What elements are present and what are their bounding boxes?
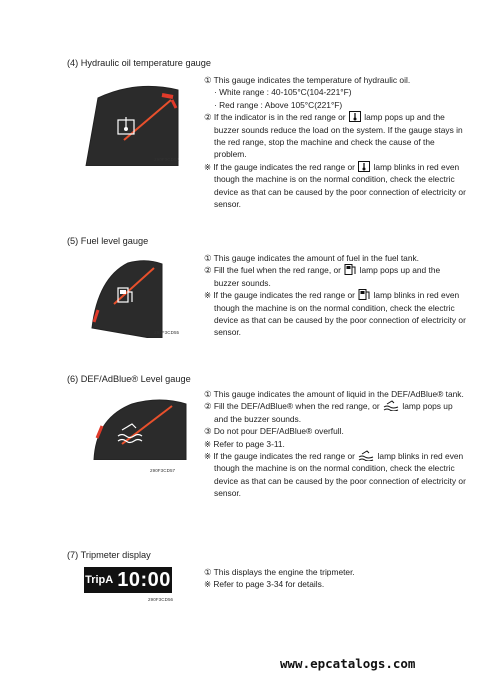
- text-line: ① This displays the engine the tripmeter.: [204, 567, 355, 577]
- trip-label: TripA: [85, 574, 114, 586]
- footer-url: www.epcatalogs.com: [280, 656, 416, 671]
- text-line: ※ If the gauge indicates the red range or lamp blinks in red even though the machine is on the normal condition, check the electric device as that can be caused by the poor connection of electricity or sensor.: [204, 161, 466, 210]
- text-line: ② Fill the fuel when the red range, or lamp pops up and the buzzer sounds.: [204, 265, 441, 288]
- text-line: · Red range : Above 105°C(221°F): [214, 99, 343, 110]
- figure-code: 290F3CD55: [154, 330, 180, 335]
- tripmeter-display: [84, 567, 172, 593]
- text-line: ① This gauge indicates the amount of fuel in the fuel tank.: [204, 253, 420, 263]
- text-line: ※ Refer to page 3-11.: [204, 438, 285, 449]
- def-fluid-icon: [383, 400, 399, 411]
- figure-code: 290F3CD56: [148, 597, 174, 602]
- fuel-pump-icon: [344, 264, 356, 275]
- text-line: · White range : 40-105°C(104-221°F): [214, 87, 352, 98]
- section-text-tripmeter: [204, 566, 466, 591]
- thermometer-lamp-icon: [349, 111, 361, 122]
- text-line: ① This gauge indicates the amount of liquid in the DEF/AdBlue® tank.: [204, 389, 464, 399]
- thermometer-lamp-icon: [358, 161, 370, 172]
- figure-code: 290F3CD54: [154, 157, 180, 162]
- trip-time: 10:00: [117, 568, 171, 591]
- section-heading-fuel-level: (5) Fuel level gauge: [67, 236, 149, 246]
- fuel-pump-icon: [358, 289, 370, 300]
- hydraulic-oil-gauge: [76, 84, 186, 166]
- section-text-def-level: [204, 388, 466, 500]
- def-fluid-icon: [358, 450, 374, 461]
- section-heading-hydraulic-oil: (4) Hydraulic oil temperature gauge: [67, 58, 212, 68]
- text-line: ※ If the gauge indicates the red range or lamp blinks in red even though the machine is on the normal condition, check the electric device as that can be caused by the poor connection of electricity or sensor.: [204, 290, 466, 338]
- section-heading-def-level: (6) DEF/AdBlue® Level gauge: [67, 374, 191, 384]
- def-level-gauge: [92, 396, 192, 460]
- section-text-hydraulic-oil: [204, 74, 466, 210]
- text-line: ※ Refer to page 3-34 for details.: [204, 579, 325, 590]
- fuel-level-gauge: [90, 258, 172, 338]
- text-line: ① This gauge indicates the temperature of hydraulic oil.: [204, 75, 411, 85]
- text-line: ② If the indicator is in the red range or lamp pops up and the buzzer sounds reduce the load on the system. If the gauge stays in the red range, stop the machine and check the cause of the problem.: [204, 112, 463, 160]
- text-line: ② Fill the DEF/AdBlue® when the red range, or lamp pops up and the buzzer sounds.: [204, 401, 453, 424]
- text-line: ③ Do not pour DEF/AdBlue® overfull.: [204, 426, 344, 437]
- figure-code: 290F3CD57: [150, 468, 176, 473]
- section-heading-tripmeter: (7) Tripmeter display: [67, 550, 151, 560]
- section-text-fuel-level: [204, 252, 466, 339]
- text-line: ※ If the gauge indicates the red range or lamp blinks in red even though the machine is on the normal condition, check the electric device as that can be caused by the poor connection of electricity or sensor.: [204, 451, 466, 499]
